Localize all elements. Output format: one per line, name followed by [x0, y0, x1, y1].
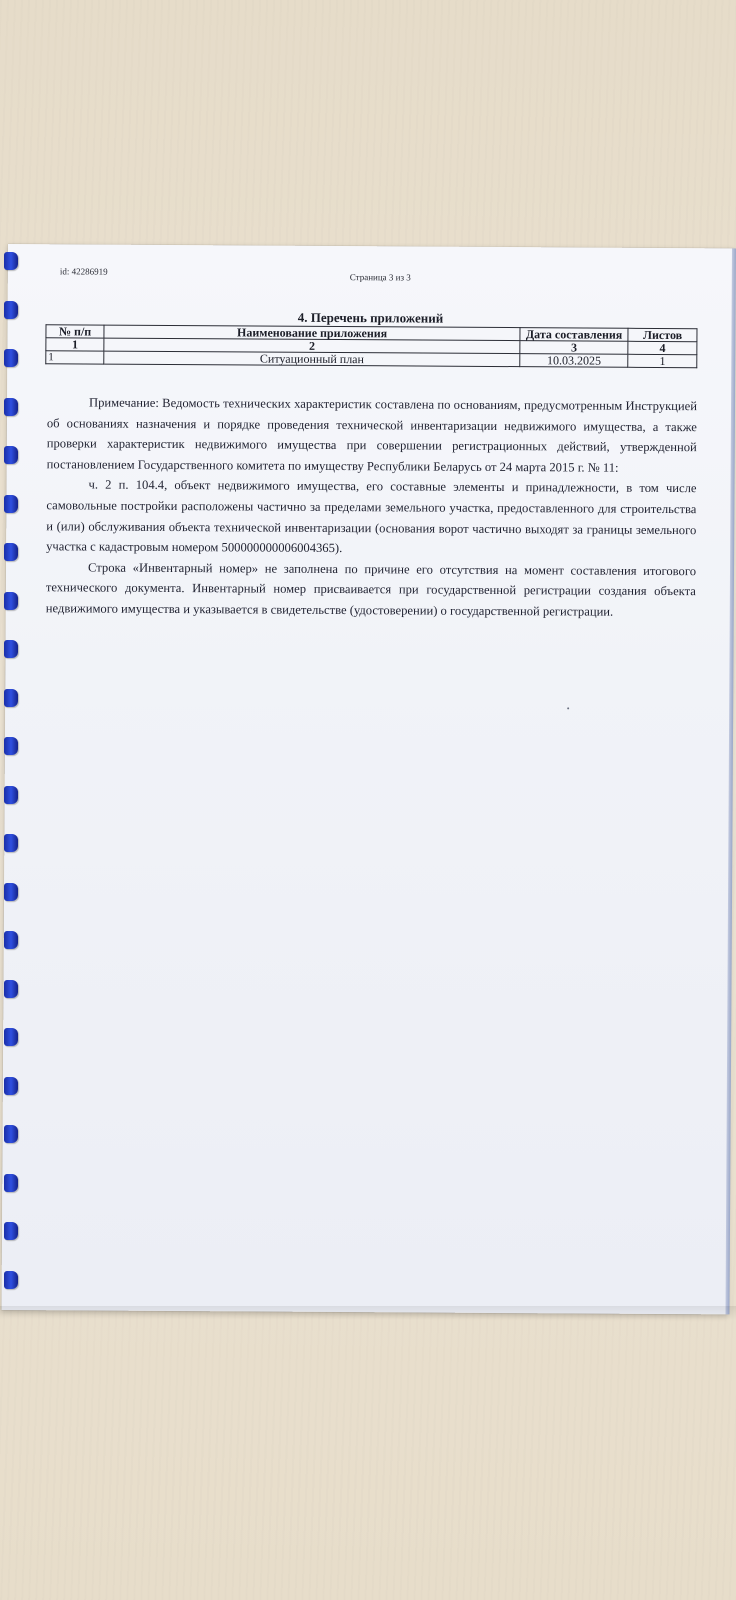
binding-coil [4, 689, 18, 707]
binding-coil [4, 931, 18, 949]
page-number: Страница 3 из 3 [349, 272, 411, 283]
header-cell-sheets: Листов [628, 328, 697, 341]
appendix-date: 10.03.2025 [520, 354, 628, 368]
note-paragraph-2: ч. 2 п. 104.4, объект недвижимого имущества, его составные элементы и принадлежности, в том числе самовольные постройки расположены частично за пределами земельного участка, предоставленного для строительства и (или) обслуживания объекта технической инвентаризации (основания ворот частично выходят за границы земельного участка с кадастровым номером 500000000006004365). [46, 477, 697, 556]
binding-coil [4, 786, 18, 804]
header-cell-name: Наименование приложения [104, 325, 520, 341]
binding-coil [4, 640, 18, 658]
binding-coil [4, 1028, 18, 1046]
binding-coil [4, 349, 18, 367]
binding-coil [4, 398, 18, 416]
binding-coil [4, 446, 18, 464]
binding-coil [4, 980, 18, 998]
row-number: 1 [46, 351, 104, 364]
binding-coil [4, 1222, 18, 1240]
binding-coil [4, 883, 18, 901]
binding-coil [4, 252, 18, 270]
section-title: 4. Перечень приложений [297, 309, 444, 326]
document-page [1, 244, 733, 1314]
binding-coil [4, 543, 18, 561]
binding-coil [4, 1271, 18, 1289]
page-header [60, 266, 704, 286]
binding-coil [4, 1174, 18, 1192]
column-number: 1 [46, 338, 104, 351]
document-id: id: 42286919 [59, 266, 108, 277]
paper-speck [567, 707, 569, 709]
column-number: 3 [520, 341, 628, 355]
binding-coil [4, 592, 18, 610]
note-paragraph-3: Строка «Инвентарный номер» не заполнена по причине его отсутствия на момент составления итогового технического документа. Инвентарный номер присваивается при государственной регистрации создания объекта недвижимого имущества и указывается в свидетельстве (удостоверении) о государственной регистрации. [45, 560, 697, 619]
binding-coil [4, 834, 18, 852]
appendix-sheets: 1 [628, 354, 697, 367]
column-number: 2 [104, 338, 520, 354]
spiral-binding [0, 248, 22, 1308]
note-paragraph-1: Примечание: Ведомость технических характеристик составлена по основаниям, предусмотренным Инструкцией об основаниях назначения и порядке проведения технической инвентаризации недвижимого имущества, а также проверки характеристик недвижимого имущества при совершении регистрационных действий, утвержденной постановлением Государственного комитета по имуществу Республики Беларусь от 24 марта 2015 г. № 11: [46, 395, 698, 475]
binding-coil [4, 1077, 18, 1095]
page-shadow [0, 1306, 736, 1320]
header-cell-number: № п/п [46, 325, 104, 338]
appendix-name: Ситуационный план [104, 351, 520, 367]
column-number: 4 [628, 341, 697, 354]
binding-coil [4, 737, 18, 755]
binding-coil [4, 1125, 18, 1143]
notes-block [46, 392, 697, 622]
binding-coil [4, 301, 18, 319]
header-cell-date: Дата составления [520, 328, 628, 342]
table-row [46, 351, 697, 368]
appendix-table [45, 324, 697, 368]
binding-coil [4, 495, 18, 513]
